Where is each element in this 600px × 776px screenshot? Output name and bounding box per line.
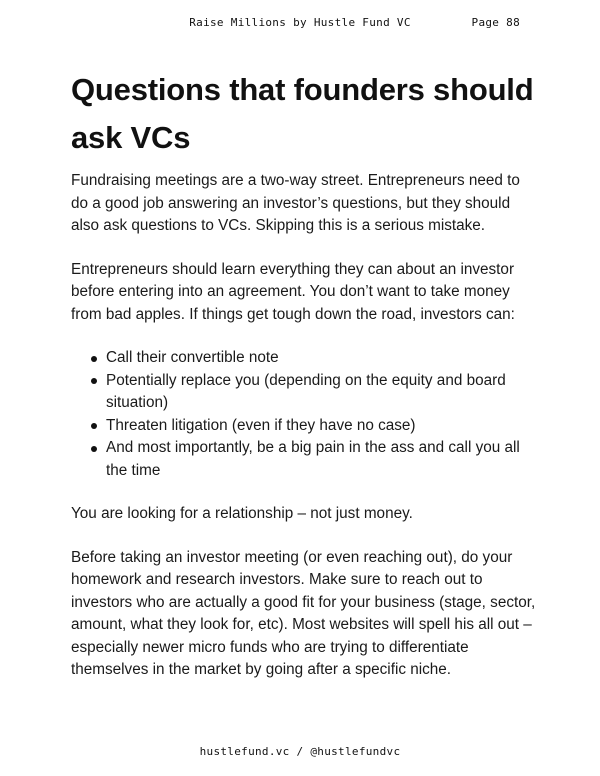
paragraph-intro: Fundraising meetings are a two-way street. Entrepreneurs need to do a good job answering an investor’s questions, but they should also ask questions to VCs. Skipping this is a serious mistake. xyxy=(71,172,520,234)
section-heading: Questions that founders should ask VCs xyxy=(71,72,534,155)
running-header-title: Raise Millions by Hustle Fund VC xyxy=(189,16,411,29)
list-item-text: Call their convertible note xyxy=(106,349,279,366)
paragraph-research: Before taking an investor meeting (or even reaching out), do your homework and research investors. Make sure to reach out to investors who are actually a good fit for your business (stage, sector, amount, what they look for, etc). Most websites will spell his all out – especially newer micro funds who are trying to differentiate themselves in the market by going after a specific niche. xyxy=(71,548,536,678)
paragraph-relationship: You are looking for a relationship – not just money. xyxy=(71,505,413,522)
bullet-icon xyxy=(91,378,97,384)
footer-text: hustlefund.vc / @hustlefundvc xyxy=(199,745,401,758)
list-item-text: Potentially replace you (depending on the equity and board situation) xyxy=(106,371,506,411)
bullet-icon xyxy=(91,446,97,452)
bullet-icon xyxy=(91,356,97,362)
list-item xyxy=(91,370,541,415)
bullet-list xyxy=(71,347,541,482)
paragraph-learn: Entrepreneurs should learn everything they can about an investor before entering into an agreement. You don’t want to take money from bad apples. If things get tough down the road, investors can: xyxy=(71,260,515,323)
list-item-text: Threaten litigation (even if they have no case) xyxy=(106,416,416,434)
list-item xyxy=(91,437,541,482)
bullet-icon xyxy=(91,423,97,429)
list-item xyxy=(91,347,541,370)
list-item xyxy=(91,415,541,438)
page-number: Page 88 xyxy=(471,16,520,29)
list-item-text: And most importantly, be a big pain in the ass and call you all the time xyxy=(106,439,520,479)
page-content xyxy=(71,66,541,703)
